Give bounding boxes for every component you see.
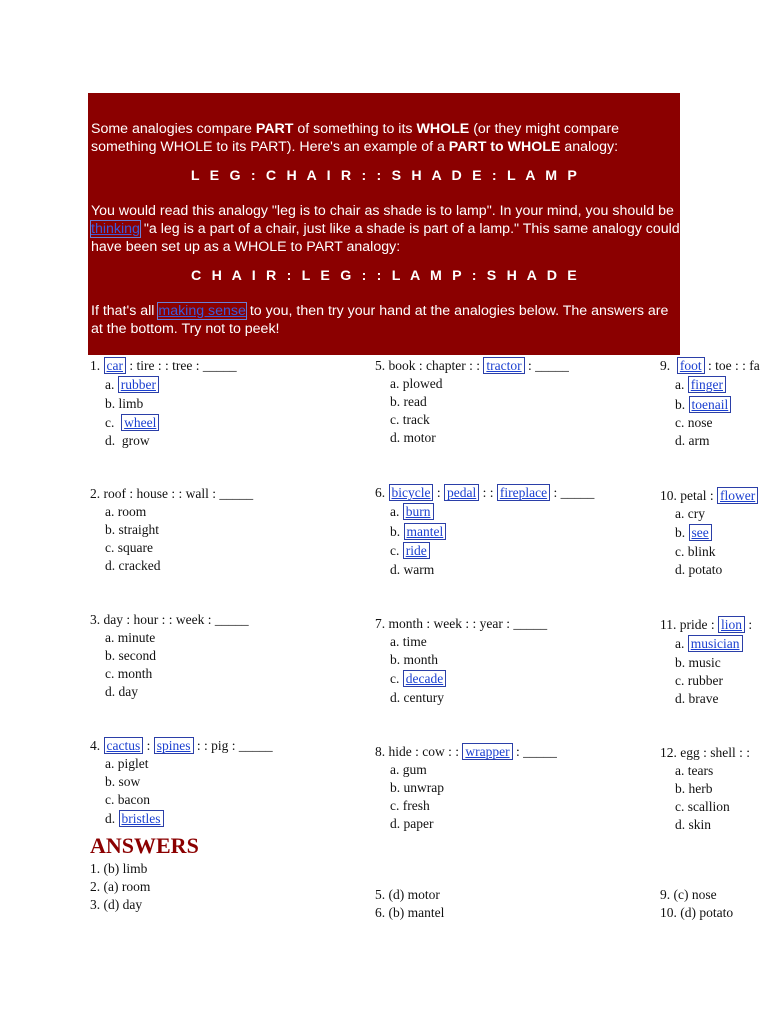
- mantel-link[interactable]: mantel: [404, 523, 447, 540]
- option-c: c. scallion: [675, 799, 730, 814]
- option-d: [90, 809, 273, 829]
- flower-link[interactable]: flower: [717, 487, 758, 504]
- stem-text: : : pig : _____: [193, 738, 273, 753]
- answers-column-3: [660, 886, 733, 922]
- option-d: [90, 432, 237, 450]
- see-link[interactable]: see: [689, 524, 712, 541]
- answer-item: 1. (b) limb: [90, 861, 148, 876]
- stem-text: :: [745, 617, 753, 632]
- tractor-link[interactable]: tractor: [483, 357, 524, 374]
- intro-banner: [88, 93, 680, 355]
- question-stem: 3. day : hour : : week : _____: [90, 612, 249, 627]
- stem-text: 11. pride :: [660, 617, 718, 632]
- question-number: 9.: [660, 358, 671, 373]
- option-letter: b.: [675, 396, 686, 412]
- decade-link[interactable]: decade: [403, 670, 446, 687]
- stem-text: : :: [479, 485, 497, 500]
- option-a: a. cry: [675, 506, 705, 521]
- question-7: [375, 615, 547, 707]
- question-stem: [90, 737, 273, 755]
- answer-item: 9. (c) nose: [660, 887, 717, 902]
- option-d: d. day: [105, 684, 138, 699]
- stem-text: :: [433, 485, 444, 500]
- stem-text: 10. petal :: [660, 488, 717, 503]
- option-a: [660, 375, 760, 395]
- option-c: c. rubber: [675, 672, 723, 688]
- intro-bold-part: PART: [255, 121, 294, 137]
- option-letter: b.: [105, 395, 116, 411]
- option-c: c. blink: [675, 543, 716, 559]
- question-number: 6.: [375, 485, 386, 500]
- option-b: b. music: [675, 654, 721, 670]
- spines-link[interactable]: spines: [154, 737, 194, 754]
- question-stem: [375, 484, 594, 502]
- intro-text: (or they might compare something WHOLE to its PART). Here's an example of a: [91, 121, 620, 155]
- option-a: a. tears: [675, 763, 714, 778]
- option-a: a. time: [390, 634, 427, 649]
- option-b: b. second: [105, 648, 156, 663]
- option-c: [375, 541, 594, 561]
- question-3: [90, 611, 249, 701]
- intro-bold-part-to-whole: PART to WHOLE: [448, 139, 561, 155]
- option-c: c. nose: [675, 415, 713, 430]
- option-d: d. potato: [675, 561, 723, 577]
- option-b: [660, 395, 760, 415]
- option-a: a. piglet: [105, 756, 149, 771]
- option-b: [375, 522, 594, 542]
- option-letter: a.: [390, 504, 400, 519]
- option-d: d. skin: [675, 817, 712, 832]
- question-10: [660, 487, 758, 579]
- question-stem: [90, 357, 237, 375]
- option-a: a. minute: [105, 630, 156, 645]
- answers-heading: ANSWERS: [90, 833, 199, 858]
- answer-item: 2. (a) room: [90, 879, 151, 894]
- option-b: [90, 395, 237, 413]
- option-letter: a.: [105, 377, 115, 392]
- option-letter: d.: [105, 433, 116, 448]
- intro-text: to you, then try your hand at the analogies below. The answers are at the bottom. Try not to peek!: [91, 303, 669, 337]
- question-number: 4.: [90, 738, 101, 753]
- option-letter: b.: [390, 523, 401, 539]
- musician-link[interactable]: musician: [688, 635, 743, 652]
- option-text: limb: [118, 395, 144, 411]
- pedal-link[interactable]: pedal: [444, 484, 479, 501]
- question-9: [660, 357, 760, 450]
- option-letter: c.: [390, 543, 400, 558]
- question-number: 1.: [90, 358, 101, 373]
- intro-bold-whole: WHOLE: [416, 121, 470, 137]
- option-d: d. paper: [390, 816, 434, 831]
- option-a: a. room: [105, 504, 147, 519]
- option-a: a. plowed: [390, 376, 443, 391]
- intro-text: "a leg is a part of a chair, just like a shade is part of a lamp." This same analogy could have been set up as a WHOLE to PART analogy:: [91, 221, 680, 255]
- bicycle-link[interactable]: bicycle: [389, 484, 434, 501]
- option-d: d. warm: [390, 561, 435, 577]
- example-analogy-2: C H A I R : L E G : : L A M P : S H A D E: [191, 268, 580, 284]
- question-stem: [375, 743, 557, 761]
- option-letter: c.: [390, 671, 400, 686]
- option-d: d. brave: [675, 690, 719, 706]
- option-b: b. herb: [675, 781, 713, 796]
- option-letter: d.: [105, 811, 116, 826]
- question-4: [90, 737, 273, 829]
- question-2: [90, 485, 253, 575]
- fireplace-link[interactable]: fireplace: [497, 484, 550, 501]
- cactus-link[interactable]: cactus: [104, 737, 144, 754]
- question-6: [375, 484, 594, 579]
- option-c: [90, 413, 237, 433]
- option-letter: c.: [105, 414, 115, 430]
- answer-item: 6. (b) mantel: [375, 905, 445, 920]
- intro-paragraph-1: [91, 120, 680, 156]
- option-c: c. fresh: [390, 798, 430, 813]
- stem-text: 8. hide : cow : :: [375, 744, 463, 759]
- option-d: d. cracked: [105, 558, 161, 573]
- option-c: c. month: [105, 666, 153, 681]
- stem-text: : toe : : fa: [704, 358, 760, 373]
- option-letter: b.: [675, 525, 686, 540]
- intro-text: analogy:: [560, 139, 619, 155]
- option-a: a. gum: [390, 762, 427, 777]
- question-stem: 12. egg : shell : :: [660, 745, 750, 760]
- foot-link[interactable]: foot: [677, 357, 705, 374]
- wheel-link[interactable]: wheel: [121, 414, 159, 431]
- burn-link[interactable]: burn: [403, 503, 434, 520]
- question-stem: 7. month : week : : year : _____: [375, 616, 548, 631]
- making-sense-link[interactable]: making sense: [158, 303, 246, 319]
- option-c: c. track: [390, 412, 430, 427]
- question-12: [660, 744, 750, 834]
- bristles-link[interactable]: bristles: [119, 810, 164, 827]
- finger-link[interactable]: finger: [688, 376, 726, 393]
- lion-link[interactable]: lion: [718, 616, 745, 633]
- option-c: c. square: [105, 540, 153, 555]
- question-stem: [660, 487, 758, 505]
- question-stem: 2. roof : house : : wall : _____: [90, 486, 254, 501]
- intro-text: You would read this analogy "leg is to chair as shade is to lamp". In your mind, you should be: [91, 203, 674, 219]
- option-letter: a.: [675, 636, 685, 651]
- rubber-link[interactable]: rubber: [118, 376, 159, 393]
- question-11: [660, 616, 752, 708]
- answers-column-1: [90, 860, 150, 914]
- option-b: [660, 523, 758, 543]
- question-stem: [660, 357, 760, 375]
- intro-paragraph-3: [91, 302, 680, 338]
- answer-item: 5. (d) motor: [375, 887, 440, 902]
- answer-item: 3. (d) day: [90, 897, 143, 912]
- option-a: [375, 502, 594, 522]
- option-d: d. century: [390, 689, 444, 705]
- stem-text: : tire : : tree : _____: [125, 358, 237, 373]
- question-stem: [375, 357, 569, 375]
- thinking-link[interactable]: thinking: [91, 221, 140, 237]
- car-link[interactable]: car: [104, 357, 126, 374]
- stem-text: : _____: [512, 744, 557, 759]
- question-8: [375, 743, 557, 833]
- option-b: b. unwrap: [390, 780, 444, 795]
- option-b: b. sow: [105, 774, 141, 789]
- option-b: b. straight: [105, 522, 159, 537]
- ride-link[interactable]: ride: [403, 542, 430, 559]
- intro-text: of something to its: [293, 121, 417, 137]
- question-5: [375, 357, 569, 447]
- question-stem: [660, 616, 752, 634]
- stem-text: : _____: [524, 358, 569, 373]
- intro-paragraph-2: [91, 202, 680, 256]
- option-a: [660, 634, 752, 654]
- toenail-link[interactable]: toenail: [689, 396, 732, 413]
- option-a: [90, 375, 237, 395]
- option-d: d. arm: [675, 433, 710, 448]
- option-c: c. bacon: [105, 792, 150, 807]
- stem-text: :: [143, 738, 154, 753]
- option-letter: a.: [675, 377, 685, 392]
- answers-column-2: [375, 886, 444, 922]
- option-b: b. month: [390, 652, 439, 667]
- answer-item: 10. (d) potato: [660, 905, 734, 920]
- stem-text: : _____: [550, 485, 595, 500]
- option-text: grow: [121, 433, 150, 448]
- intro-text: Some analogies compare: [91, 121, 256, 137]
- option-c: [375, 669, 547, 689]
- option-b: b. read: [390, 394, 427, 409]
- stem-text: 5. book : chapter : :: [375, 358, 484, 373]
- wrapper-link[interactable]: wrapper: [462, 743, 512, 760]
- option-d: d. motor: [390, 430, 436, 445]
- intro-text: If that's all: [91, 303, 159, 319]
- question-1: [90, 357, 237, 450]
- example-analogy-1: L E G : C H A I R : : S H A D E : L A M P: [190, 168, 581, 184]
